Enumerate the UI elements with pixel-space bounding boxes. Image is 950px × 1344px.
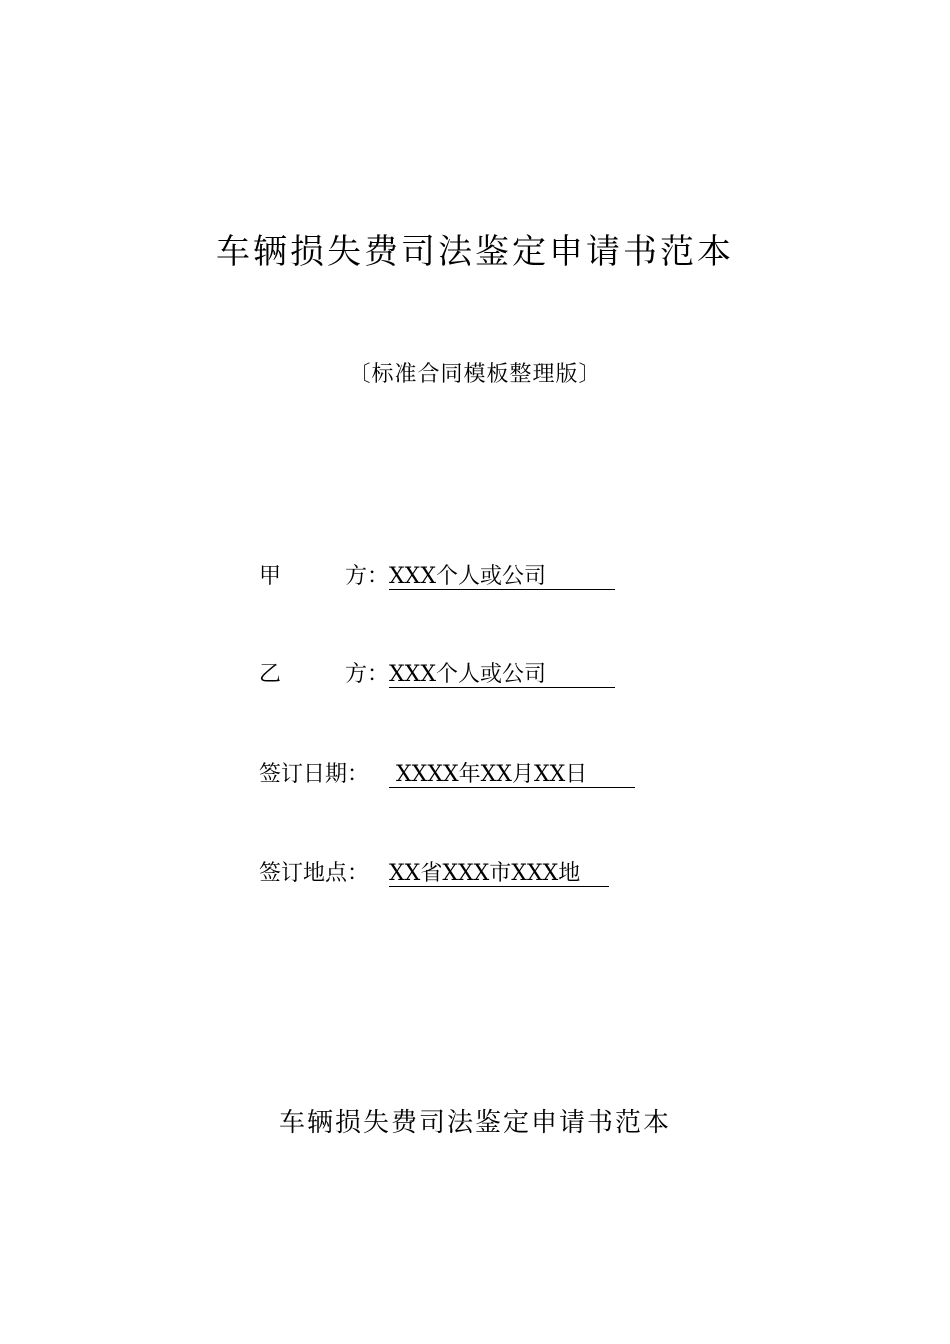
party-a-label [259, 560, 389, 594]
sign-date-label: 签订日期： [259, 762, 370, 787]
party-b-label-char: 乙 [259, 662, 282, 687]
party-b-label-suffix: 方： [344, 662, 389, 687]
party-a-label-char: 甲 [259, 564, 282, 589]
party-a-label-suffix: 方： [344, 564, 389, 589]
sign-place-label: 签订地点： [259, 861, 370, 886]
sign-place-value: XX省XXX市XXX地 [389, 862, 609, 887]
document-subtitle: 〔标准合同模板整理版〕 [348, 362, 602, 387]
document-title: 车辆损失费司法鉴定申请书范本 [216, 232, 734, 272]
party-a-value: XXX个人或公司 [389, 565, 615, 590]
sign-date-value: XXXX年XX月XX日 [389, 763, 635, 788]
party-a-row [259, 560, 615, 594]
party-b-value: XXX个人或公司 [389, 663, 615, 688]
sign-date-row [259, 758, 635, 792]
party-b-row [259, 658, 615, 692]
footer-title: 车辆损失费司法鉴定申请书范本 [278, 1108, 671, 1138]
party-b-label [259, 658, 389, 692]
sign-place-row [259, 857, 609, 891]
